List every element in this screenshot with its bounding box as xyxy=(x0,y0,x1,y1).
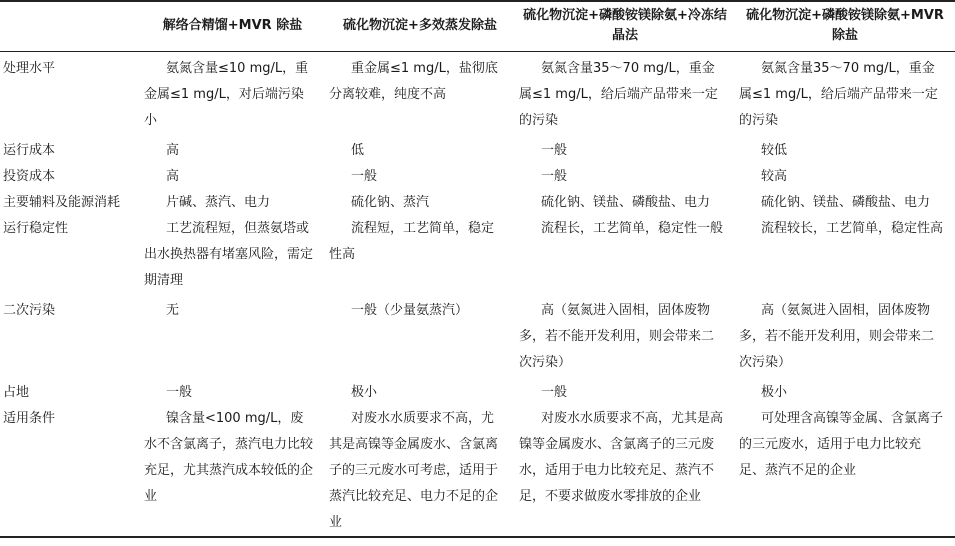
table-cell: 极小 xyxy=(761,385,788,400)
row-label: 主要辅料及能源消耗 xyxy=(3,195,121,210)
row-label: 运行成本 xyxy=(3,143,56,158)
table-row xyxy=(0,190,955,216)
table-cell: 高（氨氮进入固相，固体废物多，若不能开发利用，则会带来二次污染） xyxy=(519,303,715,370)
table-cell: 一般 xyxy=(541,169,568,184)
row-label: 适用条件 xyxy=(3,411,56,426)
table-cell: 一般 xyxy=(351,169,378,184)
row-label: 投资成本 xyxy=(3,169,56,184)
header-process-2: 硫化物沉淀+多效蒸发除盐 xyxy=(343,18,497,33)
header-process-1: 解络合精馏+MVR 除盐 xyxy=(162,18,303,33)
table-cell: 高（氨氮进入固相，固体废物多，若不能开发利用，则会带来二次污染） xyxy=(739,303,935,370)
table-cell: 流程短，工艺简单，稳定性高 xyxy=(329,221,495,262)
table-cell: 工艺流程短，但蒸氨塔或出水换热器有堵塞风险，需定期清理 xyxy=(144,221,314,288)
table-cell: 较低 xyxy=(761,143,788,158)
table-cell: 氨氮含量35～70 mg/L，重金属≤1 mg/L，给后端产品带来一定的污染 xyxy=(739,61,938,128)
table-cell: 无 xyxy=(166,303,180,318)
header-corner xyxy=(0,1,140,52)
table-cell: 一般（少量氨蒸汽） xyxy=(351,303,469,318)
table-cell: 重金属≤1 mg/L，盐彻底分离较难，纯度不高 xyxy=(329,61,498,102)
table-cell: 氨氮含量35～70 mg/L，重金属≤1 mg/L，给后端产品带来一定的污染 xyxy=(519,61,718,128)
row-label: 二次污染 xyxy=(3,303,56,318)
table-cell: 一般 xyxy=(541,385,568,400)
table-row xyxy=(0,164,955,190)
table-cell: 一般 xyxy=(166,385,193,400)
table-cell: 氨氮含量≤10 mg/L，重金属≤1 mg/L，对后端污染小 xyxy=(144,61,309,128)
table-cell: 流程较长，工艺简单，稳定性高 xyxy=(761,221,944,236)
table-row xyxy=(0,216,955,298)
table-cell: 镍含量<100 mg/L，废水不含氯离子，蒸汽电力比较充足，尤其蒸汽成本较低的企业 xyxy=(144,411,314,504)
table-row xyxy=(0,380,955,406)
header-process-4: 硫化物沉淀+磷酸铵镁除氨+MVR 除盐 xyxy=(746,8,944,43)
header-process-3: 硫化物沉淀+磷酸铵镁除氨+冷冻结晶法 xyxy=(523,8,727,43)
table-cell: 硫化钠、镁盐、磷酸盐、电力 xyxy=(541,195,711,210)
table-cell: 高 xyxy=(166,169,180,184)
table-cell: 极小 xyxy=(351,385,378,400)
table-cell: 片碱、蒸汽、电力 xyxy=(166,195,271,210)
table-row xyxy=(0,406,955,537)
table-cell: 高 xyxy=(166,143,180,158)
table-row xyxy=(0,298,955,380)
table-cell: 对废水水质要求不高，尤其是高镍等金属废水、含氯离子的三元废水可考虑，适用于蒸汽比较充足、电力不足的企业 xyxy=(329,411,499,530)
header-row xyxy=(0,1,955,52)
table-cell: 一般 xyxy=(541,143,568,158)
row-label: 处理水平 xyxy=(3,61,56,76)
table-cell: 低 xyxy=(351,143,365,158)
table-cell: 对废水水质要求不高，尤其是高镍等金属废水、含氯离子的三元废水，适用于电力比较充足、蒸汽不足，不要求做废水零排放的企业 xyxy=(519,411,724,504)
table-cell: 较高 xyxy=(761,169,788,184)
row-label: 占地 xyxy=(3,385,30,400)
table-cell: 可处理含高镍等金属、含氯离子的三元废水，适用于电力比较充足、蒸汽不足的企业 xyxy=(739,411,944,478)
table-cell: 流程长，工艺简单，稳定性一般 xyxy=(541,221,724,236)
table-cell: 硫化钠、镁盐、磷酸盐、电力 xyxy=(761,195,931,210)
table-row xyxy=(0,52,955,139)
table-row xyxy=(0,138,955,164)
table-cell: 硫化钠、蒸汽 xyxy=(351,195,430,210)
row-label: 运行稳定性 xyxy=(3,221,69,236)
